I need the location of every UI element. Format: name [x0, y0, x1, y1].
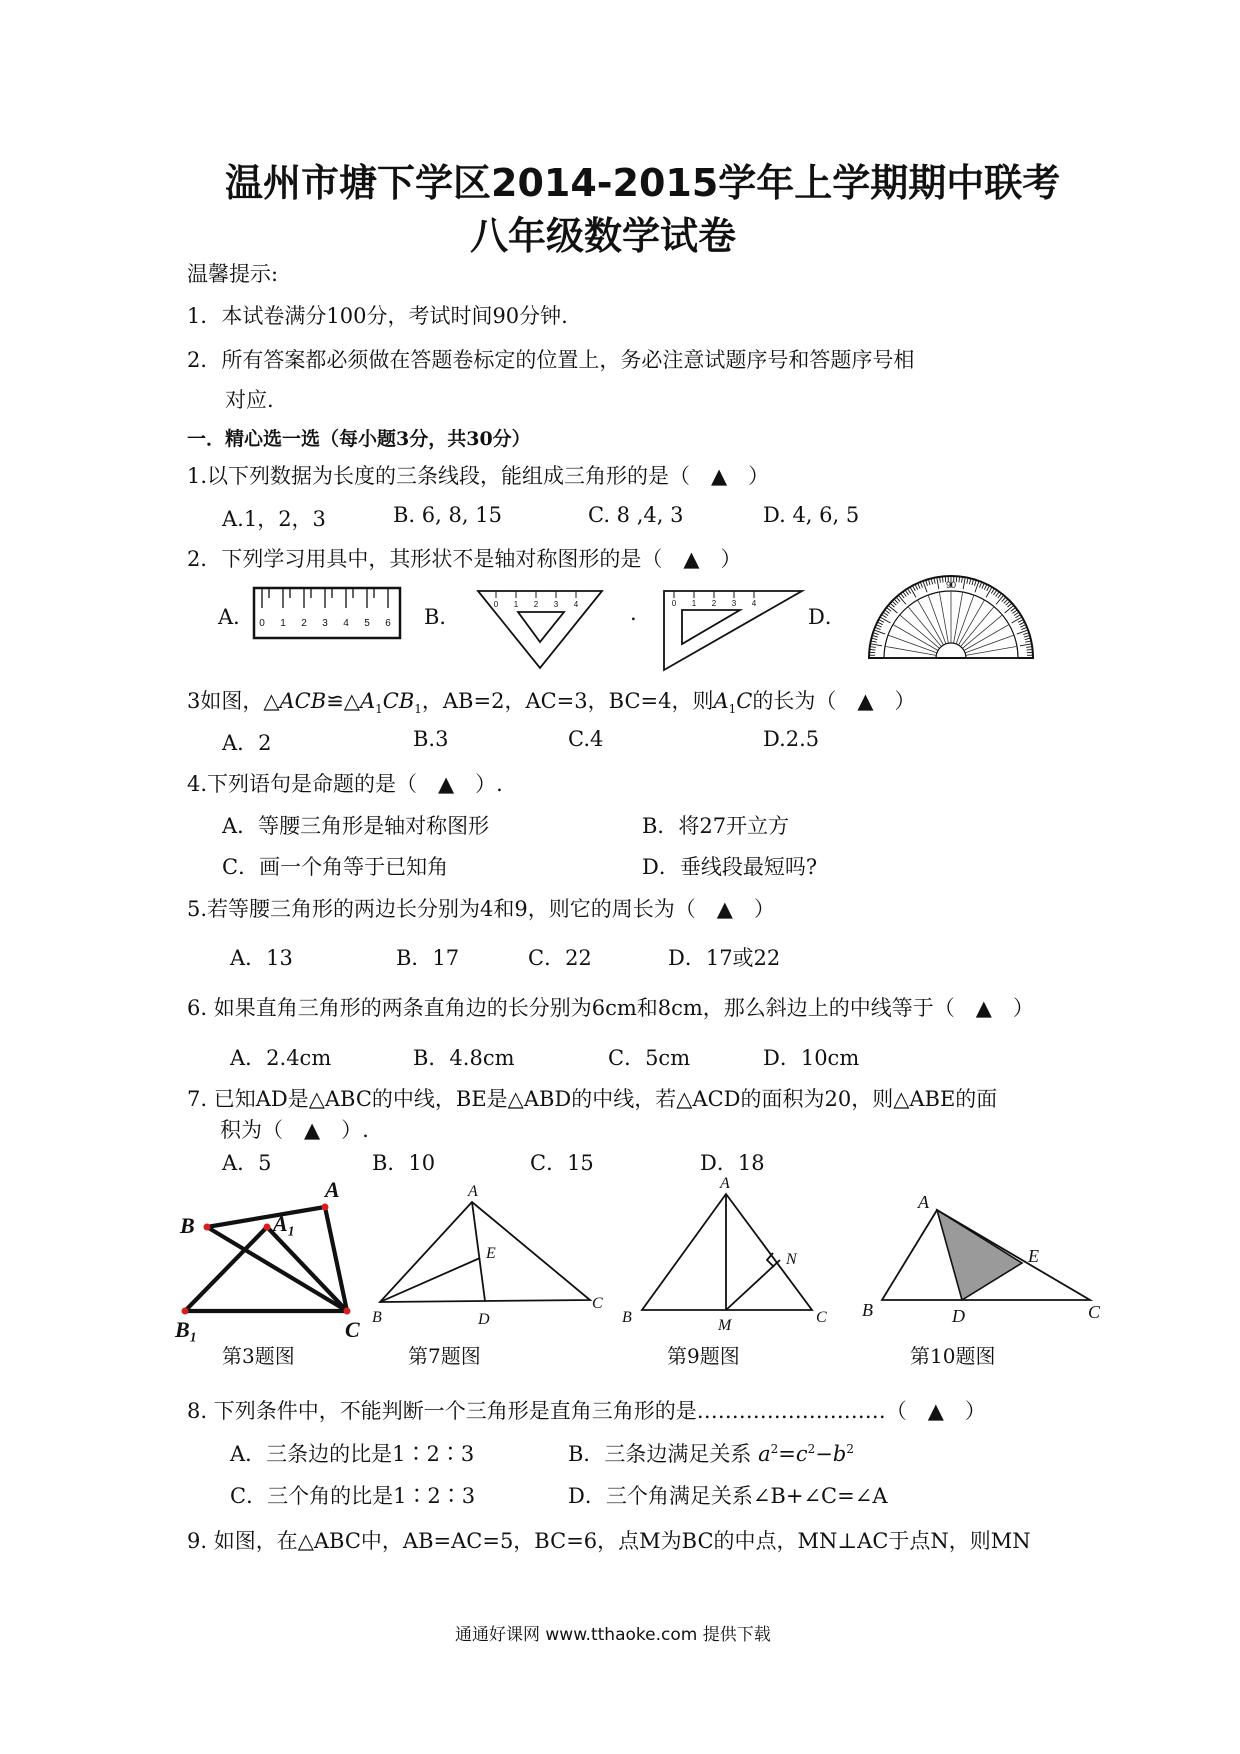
q7-option-c: C．15	[530, 1151, 594, 1175]
q4-stem: 4.下列语句是命题的是（ ▲ ）.	[187, 772, 503, 796]
q5-option-c: C．22	[528, 946, 592, 970]
right-square-tick-3: 3	[731, 599, 737, 608]
fig10-label-b: B	[862, 1300, 873, 1320]
q2-option-b: B．	[424, 605, 461, 629]
q7-stem-b: 积为（ ▲ ）.	[220, 1118, 369, 1142]
q6-option-b: B．4.8cm	[413, 1046, 515, 1070]
q3-option-b: B.3	[413, 727, 449, 751]
q4-option-a: A．等腰三角形是轴对称图形	[222, 814, 490, 838]
q7-option-b: B．10	[372, 1151, 436, 1175]
fig9-label-a: A	[720, 1175, 730, 1192]
fig9-label-n: N	[786, 1251, 797, 1268]
ruler-tick-0: 0	[259, 618, 265, 629]
fig7-label-a: A	[468, 1183, 478, 1200]
ruler-figure	[252, 586, 402, 642]
q9-stem: 9. 如图，在△ABC中，AB=AC=5，BC=6，点M为BC的中点，MN⊥AC于点N，则MN	[187, 1529, 1031, 1553]
right-set-square-figure	[660, 588, 806, 674]
ruler-tick-2: 2	[301, 618, 307, 629]
q7-option-d: D．18	[700, 1151, 765, 1175]
shaded-triangle-ade	[937, 1210, 1022, 1300]
fig9-caption: 第9题图	[667, 1344, 740, 1368]
q6-stem: 6. 如果直角三角形的两条直角边的长分别为6cm和8cm，那么斜边上的中线等于（ ▲ ）	[187, 996, 1034, 1020]
tips-item-2a: 2．所有答案都必须做在答题卷标定的位置上，务必注意试题序号和答题序号相	[187, 348, 915, 372]
q8-option-d: D．三个角满足关系∠B+∠C=∠A	[568, 1484, 888, 1508]
set-square-tick-4: 4	[573, 600, 579, 609]
q2-option-c: .	[630, 601, 637, 625]
q6-option-d: D．10cm	[763, 1046, 860, 1070]
set-square-tick-2: 2	[533, 600, 539, 609]
q2-stem: 2．下列学习用具中，其形状不是轴对称图形的是（ ▲ ）	[187, 547, 742, 571]
q1-stem: 1.以下列数据为长度的三条线段，能组成三角形的是（ ▲ ）	[187, 464, 770, 488]
right-square-tick-4: 4	[751, 599, 757, 608]
q2-option-d: D．	[808, 605, 846, 629]
q7-option-a: A．5	[222, 1151, 272, 1175]
figure-3	[175, 1175, 375, 1340]
q3-option-a: A．2	[222, 731, 272, 755]
q8-option-a: A．三条边的比是1∶2∶3	[230, 1442, 475, 1466]
ruler-tick-1: 1	[280, 618, 286, 629]
footer-text: 通通好课网 www.tthaoke.com 提供下载	[455, 1625, 771, 1645]
fig9-label-b: B	[622, 1309, 632, 1326]
fig7-label-c: C	[592, 1295, 603, 1312]
set-square-tick-0: 0	[493, 600, 499, 609]
page-title: 温州市塘下学区2014-2015学年上学期期中联考	[225, 161, 1061, 205]
page-subtitle: 八年级数学试卷	[470, 214, 737, 258]
tips-heading: 温馨提示:	[187, 262, 279, 286]
q3-option-d: D.2.5	[763, 727, 820, 751]
figure-9	[622, 1174, 842, 1334]
q5-option-d: D．17或22	[668, 946, 781, 970]
q3-option-c: C.4	[568, 727, 604, 751]
protractor-label: 90	[945, 580, 957, 590]
ruler-tick-5: 5	[364, 618, 370, 629]
fig3-label-b1: B₁	[175, 1317, 198, 1342]
q7-stem-a: 7. 已知AD是△ABC的中线，BE是△ABD的中线，若△ACD的面积为20，则△ABE的面	[187, 1087, 998, 1111]
fig9-label-c: C	[816, 1309, 827, 1326]
isosceles-set-square-figure	[476, 588, 606, 672]
q8-stem: 8. 下列条件中，不能判断一个三角形是直角三角形的是………………………（ ▲ ）	[187, 1399, 986, 1423]
ruler-tick-6: 6	[385, 618, 391, 629]
q1-option-a: A.1，2，3	[222, 507, 326, 531]
q1-option-d: D. 4, 6, 5	[763, 503, 860, 527]
q1-option-c: C. 8 ,4, 3	[588, 503, 684, 527]
tips-item-2b: 对应.	[225, 388, 274, 412]
q1-option-b: B. 6, 8, 15	[393, 503, 502, 527]
fig9-label-m: M	[718, 1317, 732, 1334]
protractor-figure	[866, 568, 1036, 664]
fig10-caption: 第10题图	[910, 1344, 996, 1368]
figure-10	[862, 1188, 1112, 1328]
right-square-tick-1: 1	[691, 599, 697, 608]
figure-7	[372, 1180, 612, 1330]
fig10-label-a: A	[918, 1192, 929, 1212]
set-square-tick-1: 1	[513, 600, 519, 609]
q4-option-b: B．将27开立方	[642, 814, 790, 838]
fig3-caption: 第3题图	[222, 1344, 295, 1368]
fig10-label-e: E	[1028, 1246, 1039, 1266]
q6-option-c: C．5cm	[608, 1046, 691, 1070]
q4-option-c: C．画一个角等于已知角	[222, 855, 449, 879]
fig3-label-c: C	[345, 1317, 360, 1342]
fig10-label-d: D	[952, 1306, 965, 1326]
set-square-tick-3: 3	[553, 600, 559, 609]
fig7-label-b: B	[372, 1309, 382, 1326]
q5-option-a: A．13	[230, 946, 293, 970]
ruler-tick-4: 4	[343, 618, 349, 629]
fig3-label-a: A	[325, 1177, 340, 1202]
q8-option-c: C．三个角的比是1∶2∶3	[230, 1484, 476, 1508]
q4-option-d: D．垂线段最短吗?	[642, 855, 818, 879]
fig7-label-d: D	[478, 1311, 490, 1328]
q3-stem: 3如图，$\triangle ACB≌\triangle A_1CB_1$，AB=2，AC=3，BC=4，则$A_1C$的长为（ ▲ ）	[187, 689, 916, 717]
q6-option-a: A．2.4cm	[230, 1046, 332, 1070]
ruler-tick-3: 3	[322, 618, 328, 629]
section-heading: 一．精心选一选（每小题3分，共30分）	[187, 428, 531, 450]
q8-option-b: B．三条边满足关系 $a^2=c^2-b^2$	[568, 1442, 854, 1466]
q2-option-a: A．	[218, 605, 255, 629]
tips-item-1: 1．本试卷满分100分，考试时间90分钟.	[187, 304, 568, 328]
fig10-label-c: C	[1088, 1302, 1101, 1322]
right-square-tick-2: 2	[711, 599, 717, 608]
q5-stem: 5.若等腰三角形的两边长分别为4和9，则它的周长为（ ▲ ）	[187, 897, 775, 921]
fig3-label-b: B	[180, 1213, 195, 1238]
fig7-label-e: E	[486, 1245, 496, 1262]
fig3-label-a1: A₁	[273, 1211, 296, 1236]
right-square-tick-0: 0	[671, 599, 677, 608]
q5-option-b: B．17	[396, 946, 460, 970]
fig7-caption: 第7题图	[408, 1344, 481, 1368]
